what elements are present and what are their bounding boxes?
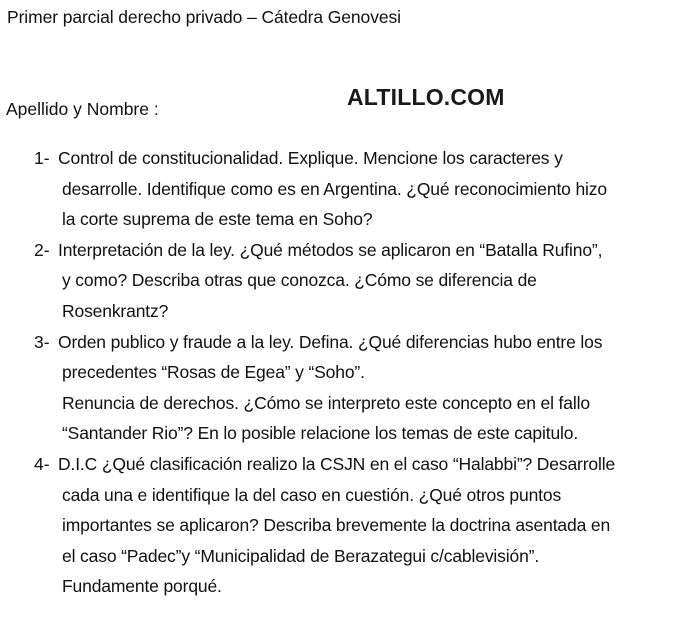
question-text-line: D.I.C ¿Qué clasificación realizo la CSJN en el caso “Halabbi”? Desarrolle [58, 453, 616, 474]
watermark-logo: ALTILLO.COM [347, 84, 505, 110]
question-number: 3- [34, 331, 50, 352]
question-number: 4- [34, 453, 50, 474]
question-4 [0, 449, 700, 602]
question-text-line: Fundamente porqué. [62, 576, 222, 597]
question-text-line: Interpretación de la ley. ¿Qué métodos se aplicaron en “Batalla Rufino”, [58, 239, 603, 260]
question-text-line: desarrolle. Identifique como es en Argentina. ¿Qué reconocimiento hizo [62, 178, 607, 199]
question-text-line: la corte suprema de este tema en Soho? [62, 209, 373, 230]
question-text-line: cada una e identifique la del caso en cuestión. ¿Qué otros puntos [62, 484, 562, 505]
question-text-line: precedentes “Rosas de Egea” y “Soho”. [62, 362, 365, 383]
question-text-line: y como? Describa otras que conozca. ¿Cómo se diferencia de [62, 270, 537, 291]
question-text-line: Renuncia de derechos. ¿Cómo se interpreto este concepto en el fallo [62, 392, 590, 413]
question-text-line: Orden publico y fraude a la ley. Defina. ¿Qué diferencias hubo entre los [58, 331, 603, 352]
question-number: 1- [34, 148, 50, 168]
document-title: Primer parcial derecho privado – Cátedra Genovesi [7, 7, 401, 27]
question-list [0, 143, 700, 602]
question-3 [0, 327, 700, 449]
question-text-line: importantes se aplicaron? Describa brevemente la doctrina asentada en [62, 515, 611, 536]
question-text-line: el caso “Padec”y “Municipalidad de Berazategui c/cablevisión”. [62, 545, 540, 566]
question-number: 2- [34, 239, 50, 260]
question-text-line: Rosenkrantz? [62, 300, 169, 321]
question-1 [0, 143, 700, 235]
name-field-label: Apellido y Nombre : [6, 99, 159, 119]
question-text-line: “Santander Rio”? En lo posible relacione los temas de este capitulo. [62, 423, 579, 444]
question-text-line: Control de constitucionalidad. Explique. Mencione los caracteres y [58, 148, 563, 168]
question-2 [0, 235, 700, 327]
